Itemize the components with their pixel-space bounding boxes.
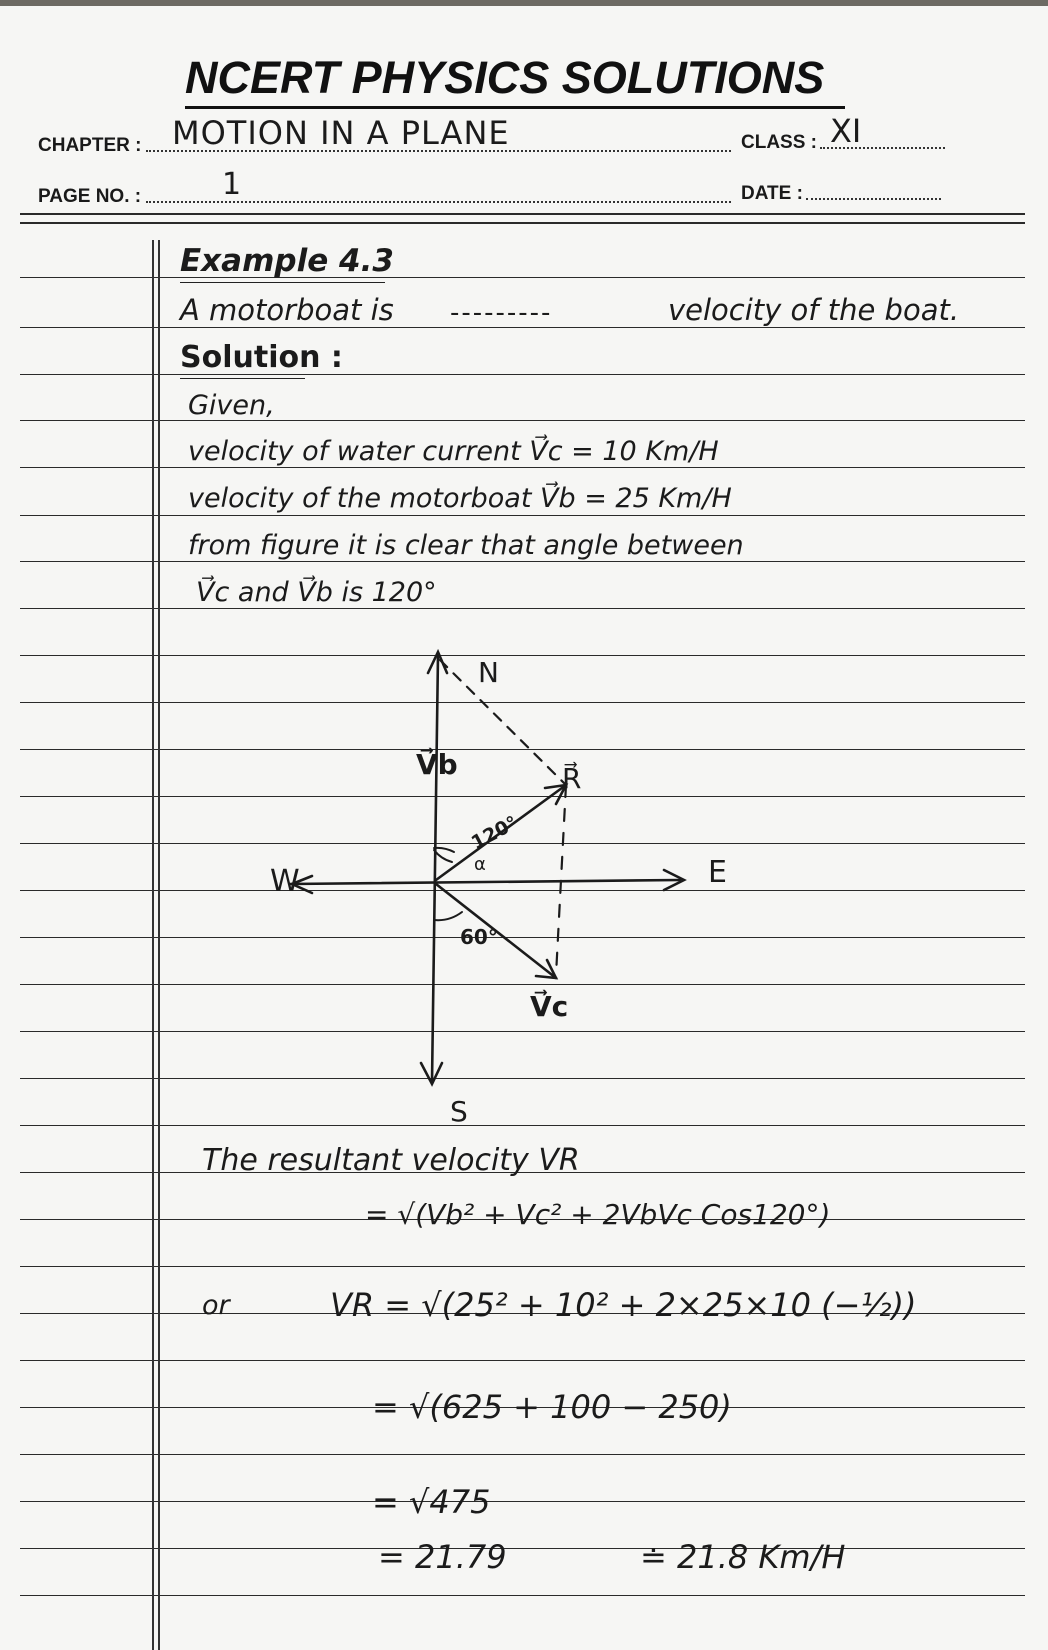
chapter-value: MOTION IN A PLANE xyxy=(172,114,510,152)
date-label: DATE : xyxy=(741,183,803,204)
calc-step-4: = 21.79 xyxy=(378,1538,507,1576)
page-no-label: PAGE NO. : xyxy=(38,186,142,207)
angle-arc-60 xyxy=(434,912,462,920)
parallelogram-dashed-top xyxy=(440,660,566,785)
calc-step-1: VR = √(25² + 10² + 2×25×10 (−½)) xyxy=(330,1286,917,1324)
class-label: CLASS : xyxy=(741,132,817,153)
or-label: or xyxy=(202,1290,230,1321)
final-answer: ≐ 21.8 Km/H xyxy=(640,1538,846,1576)
page-no-value: 1 xyxy=(222,167,242,202)
example-title: Example 4.3 xyxy=(180,243,394,279)
west-label: W xyxy=(270,864,300,899)
page-title: NCERT PHYSICS SOLUTIONS xyxy=(185,52,845,109)
figure-statement-line-1: from figure it is clear that angle between xyxy=(188,530,744,561)
resultant-velocity-label: The resultant velocity VR xyxy=(202,1143,580,1178)
velocity-boat-line: velocity of the motorboat V⃗b = 25 Km/H xyxy=(188,483,732,514)
vc-label: V⃗c xyxy=(530,990,569,1023)
chapter-label: CHAPTER : xyxy=(38,135,142,156)
formula-line: = √(Vb² + Vc² + 2VbVc Cos120°) xyxy=(365,1198,831,1231)
question-text: A motorboat is xyxy=(180,293,394,327)
resultant-label: R⃗ xyxy=(562,762,582,795)
figure-statement-line-2: V⃗c and V⃗b is 120° xyxy=(196,577,437,608)
angle-120-label: 120° xyxy=(467,811,522,855)
north-label: N xyxy=(478,656,499,689)
solution-label: Solution : xyxy=(180,340,343,375)
calc-step-2: = √(625 + 100 − 250) xyxy=(372,1388,732,1426)
angle-60-label: 60° xyxy=(460,925,498,949)
question-end-text: velocity of the boat. xyxy=(668,293,960,327)
south-label: S xyxy=(450,1095,468,1128)
given-label: Given, xyxy=(188,390,275,421)
angle-arc-120 xyxy=(434,848,454,852)
west-east-axis xyxy=(290,880,680,884)
angle-arc-alpha xyxy=(434,850,452,862)
calc-step-3: = √475 xyxy=(372,1483,491,1521)
alpha-label: α xyxy=(474,854,486,875)
vb-label: V⃗b xyxy=(416,748,458,781)
north-south-axis xyxy=(432,655,438,1082)
east-label: E xyxy=(708,855,727,890)
class-value: XI xyxy=(830,112,862,150)
velocity-water-line: velocity of water current V⃗c = 10 Km/H xyxy=(188,436,719,467)
question-ellipsis: --------- xyxy=(450,298,553,328)
